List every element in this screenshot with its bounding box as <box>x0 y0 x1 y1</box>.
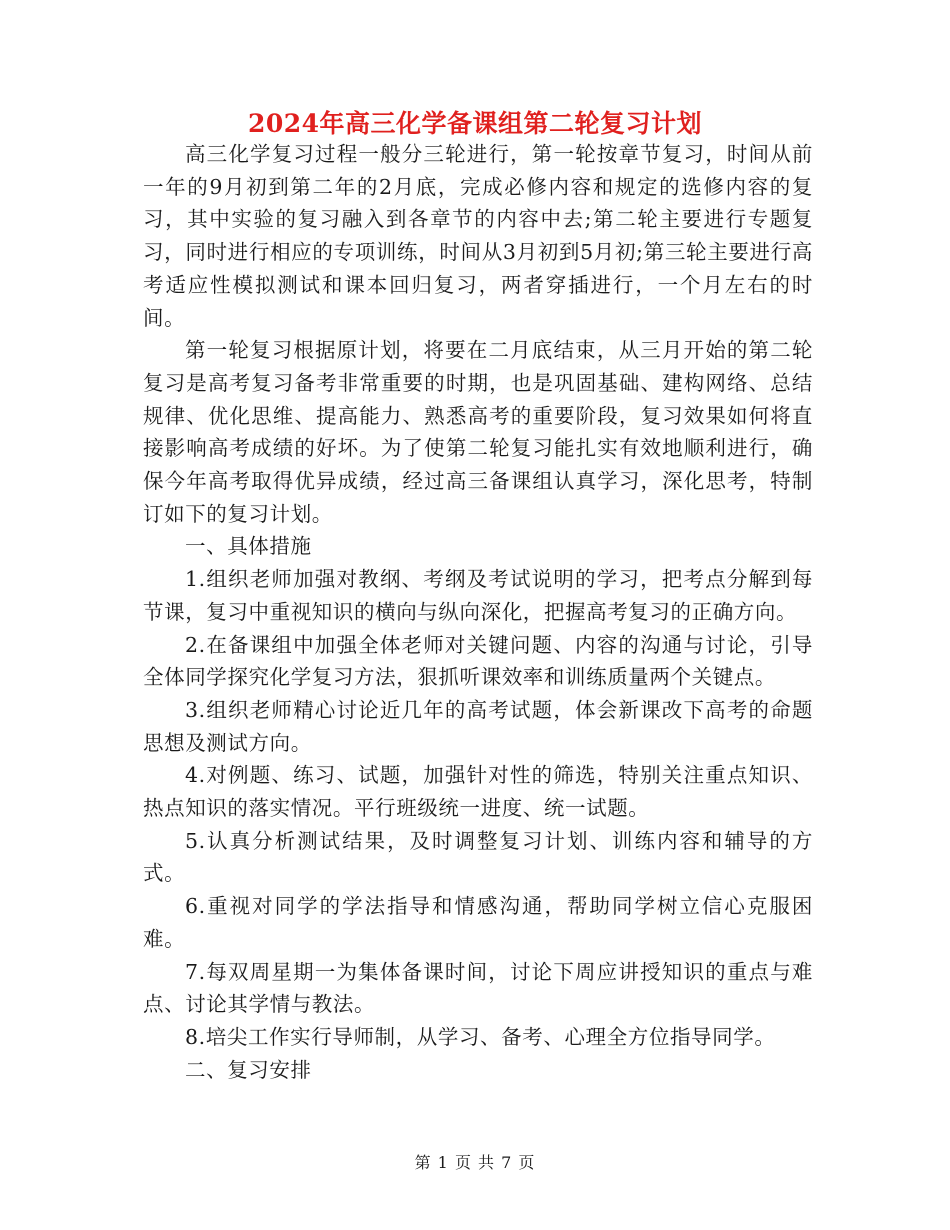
measure-item-5: 5.认真分析测试结果，及时调整复习计划、训练内容和辅导的方式。 <box>143 828 813 886</box>
section-heading-schedule: 二、复习安排 <box>185 1057 312 1082</box>
measure-item-4: 4.对例题、练习、试题，加强针对性的筛选，特别关注重点知识、热点知识的落实情况。平行班级统一进度、统一试题。 <box>143 763 813 821</box>
measure-item-8: 8.培尖工作实行导师制，从学习、备考、心理全方位指导同学。 <box>185 1024 776 1049</box>
measure-item-2: 2.在备课组中加强全体老师对关键问题、内容的沟通与讨论，引导全体同学探究化学复习方法，狠抓听课效率和训练质量两个关键点。 <box>143 632 813 690</box>
measure-item-7: 7.每双周星期一为集体备课时间，讨论下周应讲授知识的重点与难点、讨论其学情与教法。 <box>143 959 813 1017</box>
measure-item-3: 3.组织老师精心讨论近几年的高考试题，体会新课改下高考的命题思想及测试方向。 <box>143 697 813 755</box>
background-paragraph: 第一轮复习根据原计划，将要在二月底结束，从三月开始的第二轮复习是高考复习备考非常重要的时期，也是巩固基础、建构网络、总结规律、优化思维、提高能力、熟悉高考的重要阶段，复习效果如何将直接影响高考成绩的好坏。为了使第二轮复习能扎实有效地顺利进行，确保今年高考取得优异成绩，经过高三备课组认真学习，深化思考，特制订如下的复习计划。 <box>143 338 813 526</box>
document-body <box>143 138 813 1086</box>
intro-paragraph: 高三化学复习过程一般分三轮进行，第一轮按章节复习，时间从前一年的9月初到第二年的2月底，完成必修内容和规定的选修内容的复习，其中实验的复习融入到各章节的内容中去;第二轮主要进行专题复习，同时进行相应的专项训练，时间从3月初到5月初;第三轮主要进行高考适应性模拟测试和课本回归复习，两者穿插进行，一个月左右的时间。 <box>143 142 813 330</box>
document-title: 2024年高三化学备课组第二轮复习计划 <box>247 109 703 138</box>
section-heading-measures: 一、具体措施 <box>185 534 312 559</box>
measure-item-6: 6.重视对同学的学法指导和情感沟通，帮助同学树立信心克服困难。 <box>143 894 813 951</box>
measure-item-1: 1.组织老师加强对教纲、考纲及考试说明的学习，把考点分解到每节课，复习中重视知识的横向与纵向深化，把握高考复习的正确方向。 <box>143 567 813 624</box>
page-footer: 第 1 页 共 7 页 <box>414 1153 536 1172</box>
